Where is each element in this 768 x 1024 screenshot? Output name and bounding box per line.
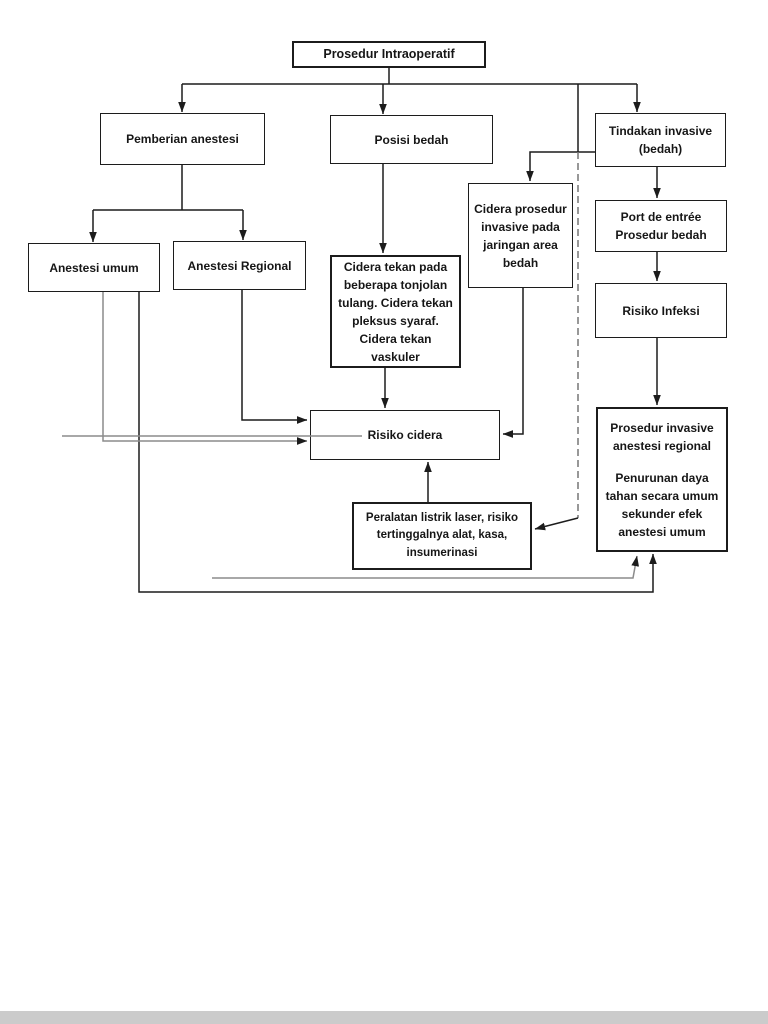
node-peralatan-listrik: Peralatan listrik laser, risiko tertinggalnya alat, kasa, insumerinasi: [352, 502, 532, 570]
edge-umum-to-risiko-faded: [103, 292, 307, 441]
node-anestesi-regional: Anestesi Regional: [173, 241, 306, 290]
node-risiko-cidera: Risiko cidera: [310, 410, 500, 460]
edge-regional-to-risiko: [242, 290, 307, 420]
node-tindakan-invasive: Tindakan invasive (bedah): [595, 113, 726, 167]
node-anestesi-umum: Anestesi umum: [28, 243, 160, 292]
node-cidera-prosedur-invasive: Cidera prosedur invasive pada jaringan area bedah: [468, 183, 573, 288]
prosedur-invasive-paragraph-1: Prosedur invasive anestesi regional: [610, 420, 714, 453]
edge-cidera-prosedur-to-risiko: [503, 288, 523, 434]
node-pemberian-anestesi: Pemberian anestesi: [100, 113, 265, 165]
node-prosedur-intraoperatif: Prosedur Intraoperatif: [292, 41, 486, 68]
edge-anestesi-split: [93, 165, 243, 210]
prosedur-invasive-paragraph-2: Penurunan daya tahan secara umum sekunder efek anestesi umum: [605, 470, 719, 539]
node-posisi-bedah: Posisi bedah: [330, 115, 493, 164]
edge-branch-to-peralatan: [535, 518, 578, 529]
node-risiko-infeksi: Risiko Infeksi: [595, 283, 727, 338]
node-port-de-entree: Port de entrée Prosedur bedah: [595, 200, 727, 252]
node-cidera-tekan: Cidera tekan pada beberapa tonjolan tulang. Cidera tekan pleksus syaraf. Cidera tekan vaskuler: [330, 255, 461, 368]
edge-tindakan-to-cidera-prosedur: [530, 152, 595, 181]
node-prosedur-invasive-anestesi: [596, 407, 728, 552]
page-footer-bar: [0, 1011, 768, 1024]
